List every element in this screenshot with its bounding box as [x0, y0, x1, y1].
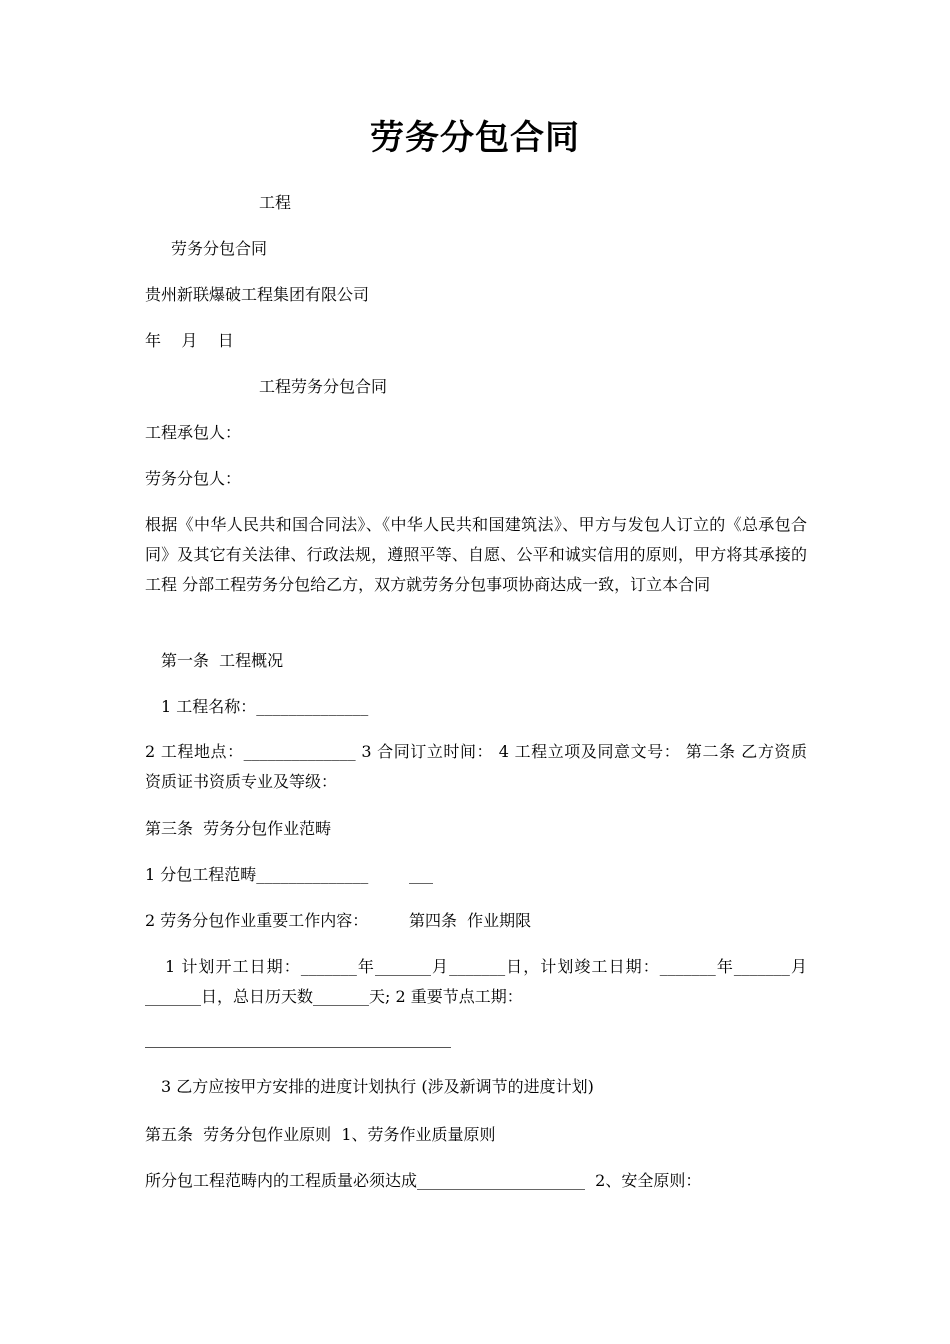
blank-fill-line: [145, 1047, 451, 1048]
cover-date: 年 月 日: [145, 331, 234, 350]
preamble-paragraph: 根据《中华人民共和国合同法》、《中华人民共和国建筑法》、甲方与发包人订立的《总承包合同》及其它有关法律、行政法规，遵照平等、自愿、公平和诚实信用的原则，甲方将其承接的 工程 分部工程劳务分包给乙方，双方就劳务分包事项协商达成一致，订立本合同: [145, 515, 807, 594]
article-3-title: 第三条 劳务分包作业范畴: [145, 819, 332, 838]
article-4-item-3: 3 乙方应按甲方安排的进度计划执行 (涉及新调节的进度计划): [161, 1077, 594, 1096]
article-5-quality: 所分包工程范畴内的工程质量必须达成_____________________ 2、安全原则：: [145, 1171, 702, 1190]
article-5-title: 第五条 劳务分包作业原则 1、劳务作业质量原则: [145, 1125, 496, 1144]
article-3-item-1: 1 分包工程范畴______________ ___: [145, 865, 433, 884]
article-1-title: 第一条 工程概况: [161, 651, 284, 670]
party-b-label: 劳务分包人：: [145, 469, 242, 488]
article-4-item-1: 1 计划开工日期：_______年_______月_______日，计划竣工日期：_______年_______月_______日，总日历天数_______天; 2 重要节点工期：: [145, 957, 807, 1006]
document-title: 劳务分包合同: [370, 118, 580, 158]
party-a-label: 工程承包人：: [145, 423, 242, 442]
cover-company: 贵州新联爆破工程集团有限公司: [145, 285, 370, 304]
contract-heading: 工程劳务分包合同: [259, 377, 388, 396]
cover-subtitle: 劳务分包合同: [171, 239, 268, 258]
article-1-item-1: 1 工程名称：______________: [161, 697, 369, 716]
cover-project-label: 工程: [259, 193, 292, 212]
article-3-item-2: 2 劳务分包作业重要工作内容： 第四条 作业期限: [145, 911, 532, 930]
article-1-items-continued: 2 工程地点：______________ 3 合同订立时间： 4 工程立项及同意文号： 第二条 乙方资质 资质证书资质专业及等级：: [145, 742, 807, 791]
